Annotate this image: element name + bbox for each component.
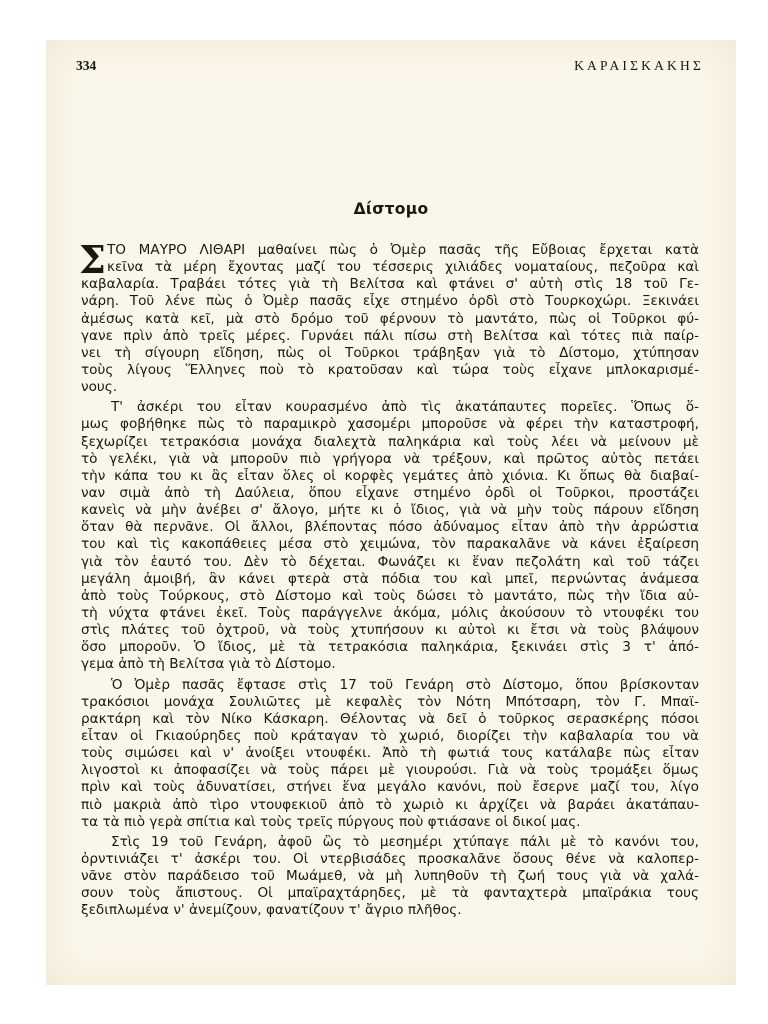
text-line: ναν σιμὰ ἀπὸ τὴ Δαύλεια, ὅπου εἶχανε στημένο ὀρδὶ οἱ Τοῦρκοι, προστάζει (81, 484, 699, 501)
text-line: τὴν κάπα του κι ἂς εἶταν ὅλες οἱ κορφὲς γεμάτες ἀπὸ χιόνια. Κι ὅπως θὰ διαβαί- (81, 467, 699, 484)
text-line: νᾶνε στὸν παράδεισο τοῦ Μωάμεθ, νὰ μὴ λυπηθοῦν τὴ ζωή τους γιὰ νὰ χαλά- (81, 868, 699, 885)
paragraph-2 (81, 399, 699, 673)
text-line: γεμα ἀπὸ τὴ Βελίτσα γιὰ τὸ Δίστομο. (81, 656, 336, 673)
text-line: ἀμέσως κατὰ κεῖ, μὰ στὸ δρόμο τοῦ φέρνουν τὸ μαντάτο, πὼς οἱ Τοῦρκοι φύ- (81, 310, 699, 327)
text-line: του καὶ τὶς κακοπάθειες μέσα στὸ χειμώνα, τὸν παρακαλᾶνε νὰ κάνει ἐξαίρεση (81, 536, 699, 553)
text-line: κεῖνα τὰ μέρη ἔχοντας μαζί του τέσσερις χιλιάδες νοματαίους, πεζοῦρα καὶ (107, 259, 699, 276)
text-line: ξεδιπλωμένα ν' ἀνεμίζουν, φανατίζουν τ' ἄγριο πλῆθος. (81, 902, 462, 919)
text-line: εἶταν οἱ Γκιαούρηδες ποὺ κράταγαν τὸ χωριό, διορίζει τὴν καβαλαρία του νὰ (81, 727, 699, 744)
text-line: τοὺς λίγους Ἕλληνες ποὺ τὸ κρατοῦσαν καὶ τώρα τοὺς εἶχανε μπλοκαρισμέ- (81, 361, 699, 378)
text-line: ΤΟ ΜΑΥΡΟ ΛΙΘΑΡΙ μαθαίνει πὼς ὁ Ὀμὲρ πασᾶς τῆς Εὔβοιας ἔρχεται κατὰ (107, 242, 699, 258)
text-line: Ὁ Ὀμὲρ πασᾶς ἔφτασε στὶς 17 τοῦ Γενάρη στὸ Δίστομο, ὅπου βρίσκονταν (111, 676, 699, 693)
text-line: γιὰ τὸν ἑαυτό του. Δὲν τὸ δέχεται. Φωνάζει κι ἕναν πεζολάτη καὶ τοῦ τάζει (81, 553, 699, 570)
text-line: ὅταν θὰ περνᾶνε. Οἱ ἄλλοι, βλέποντας πόσο ἀδύναμος εἶταν ἀπὸ τὴν ἀρρώστια (81, 519, 699, 536)
text-line: τὴ νύχτα φτάνει ἐκεῖ. Τοὺς παράγγελνε ἀκόμα, μόλις ἀκούσουν τὸ ντουφέκι του (81, 604, 699, 621)
paragraph-4 (81, 834, 699, 920)
text-line: πιὸ μακριὰ ἀπὸ τὶρο ντουφεκιοῦ ἀπὸ τὸ χωριὸ κι ἀρχίζει νὰ βαράει ἀκατάπαυ- (81, 796, 699, 813)
text-line: τοὺς σιμώσει καὶ ν' ἀνοίξει ντουφέκι. Ἀπὸ τὴ φωτιά τους κατάλαβε πὼς εἶταν (81, 745, 699, 762)
text-line: Στὶς 19 τοῦ Γενάρη, ἀφοῦ ὣς τὸ μεσημέρι χτύπαγε πάλι μὲ τὸ κανόνι του, (111, 833, 699, 850)
chapter-title: Δίστομο (353, 200, 429, 218)
text-line: μεγάλη ἀμοιβή, ἂν κάνει φτερὰ στὰ πόδια του καὶ μπεῖ, περνώντας ἀνάμεσα (81, 570, 699, 587)
text-line: ὀρντινιάζει τ' ἀσκέρι του. Οἱ ντερβισάδες προσκαλᾶνε ὅσους θένε νὰ καλοπερ- (81, 850, 699, 867)
body-text (79, 237, 699, 919)
text-line: νει τὴ σίγουρη εἴδηση, πὼς οἱ Τοῦρκοι τράβηξαν γιὰ τὸ Δίστομο, χτύπησαν (81, 344, 699, 361)
text-line: ἀπὸ τοὺς Τούρκους, στὸ Δίστομο καὶ τοὺς δώσει τὸ μαντάτο, πὼς τὴν ἴδια αὐ- (81, 587, 699, 604)
text-line: κανεὶς νὰ μὴν ἀνέβει σ' ἄλογο, μήτε κι ὁ ἴδιος, γιὰ νὰ μὴν τοὺς πάρουν εἴδηση (81, 502, 699, 519)
page-number: 334 (76, 58, 97, 73)
text-line: λιγοστοὶ κι ἀποφασίζει νὰ τοὺς πάρει μὲ γιουρούσι. Γιὰ νὰ τοὺς τρομάξει ὅμως (81, 762, 699, 779)
text-line: γανε πρὶν ἀπὸ τρεῖς μέρες. Γυρνάει πάλι πίσω στὴ Βελίτσα καὶ τότες πιὰ παίρ- (81, 327, 699, 344)
drop-cap: Σ (79, 237, 106, 282)
text-line: σουν τοὺς ἄπιστους. Οἱ μπαϊραχτάρηδες, μὲ τὰ φανταχτερὰ μπαϊράκια τους (81, 885, 699, 902)
text-line: πρὶν καὶ τοὺς ἀδυνατίσει, στήνει ἕνα μεγάλο κανόνι, ποὺ ἔσερνε μαζί του, λίγο (81, 779, 699, 796)
text-line: νάρη. Τοῦ λένε πὼς ὁ Ὀμὲρ πασᾶς εἶχε στημένο ὀρδὶ στὸ Τουρκοχώρι. Ξεκινάει (81, 293, 699, 310)
text-line: τρακόσιοι μονάχα Σουλιῶτες μὲ κεφαλὲς τὸν Νότη Μπότσαρη, τὸν Γ. Μπαϊ- (81, 693, 699, 710)
text-line: μως φοβήθηκε πὼς τὸ παραμικρὸ χασομέρι μποροῦσε νὰ φέρει τὴν καταστροφή, (81, 416, 699, 433)
running-head: ΚΑΡΑΙΣΚΑΚΗΣ (574, 58, 704, 73)
text-line: ὅσο μποροῦν. Ὁ ἴδιος, μὲ τὰ τετρακόσια παληκάρια, ξεκινάει στὶς 3 τ' ἀπό- (81, 639, 699, 656)
text-line: τα τὰ πιὸ γερὰ σπίτια καὶ τοὺς τρεῖς πύργους ποὺ φτιάσανε οἱ δικοί μας. (81, 813, 581, 830)
book-page (46, 40, 736, 985)
page-header (76, 58, 704, 78)
text-line: στὶς πλάτες τοῦ ὀχτροῦ, νὰ τοὺς χτυπήσουν κι αὐτοὶ κι ἔτσι νὰ τοὺς βλάψουν (81, 622, 699, 639)
paragraph-1 (79, 237, 699, 396)
paragraph-3 (81, 677, 699, 831)
text-line: τὸ γελέκι, γιὰ νὰ μποροῦν πιὸ γρήγορα νὰ τρέξουν, καὶ πρῶτος αὐτὸς πετάει (81, 450, 699, 467)
text-line: νους. (81, 379, 118, 396)
text-line: ρακτάρη καὶ τὸν Νίκο Κάσκαρη. Θέλοντας νὰ δεῖ ὁ τοῦρκος σερασκέρης πόσοι (81, 710, 699, 727)
text-line: ξεχωρίζει τετρακόσια μονάχα διαλεχτὰ παληκάρια καὶ τοὺς λέει νὰ μείνουν μὲ (81, 433, 699, 450)
text-line: Τ' ἀσκέρι του εἶταν κουρασμένο ἀπὸ τὶς ἀκατάπαυτες πορεῖες. Ὅπως ὅ- (111, 399, 699, 416)
text-line: καβαλαρία. Τραβάει τότες γιὰ τὴ Βελίτσα καὶ φτάνει σ' αὐτὴ στὶς 18 τοῦ Γε- (81, 276, 699, 293)
